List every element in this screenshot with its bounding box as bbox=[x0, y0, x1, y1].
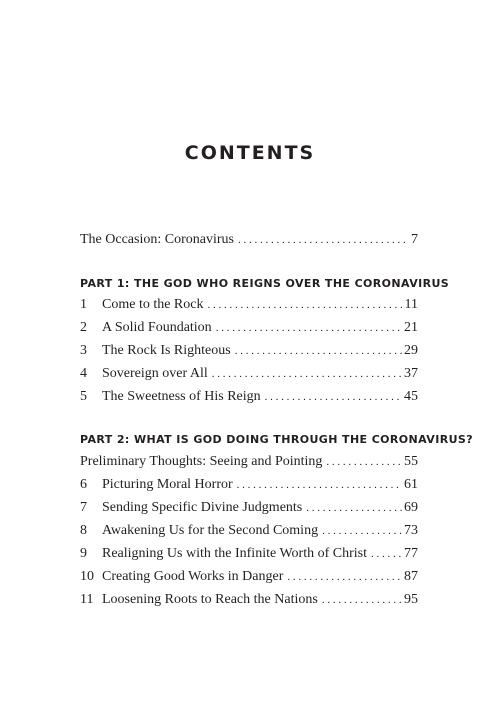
toc-entry-label: Picturing Moral Horror bbox=[102, 477, 233, 492]
toc-entry-label: Creating Good Works in Danger bbox=[102, 569, 284, 584]
toc-entry-label: Preliminary Thoughts: Seeing and Pointing bbox=[80, 454, 323, 469]
toc-entry-page: 7 bbox=[411, 232, 418, 247]
chapter-number: 6 bbox=[80, 477, 87, 492]
toc-entry-7 bbox=[80, 500, 418, 516]
toc-entry-page: 37 bbox=[404, 366, 418, 381]
leader-dots bbox=[265, 391, 402, 403]
toc-entry-intro bbox=[80, 232, 418, 248]
toc-entry-page: 29 bbox=[404, 343, 418, 358]
chapter-number: 8 bbox=[80, 523, 87, 538]
chapter-number: 10 bbox=[80, 569, 94, 584]
leader-dots bbox=[237, 479, 402, 491]
toc-entry-page: 11 bbox=[404, 297, 418, 312]
leader-dots bbox=[212, 368, 402, 380]
toc-entry-8 bbox=[80, 523, 418, 539]
leader-dots bbox=[208, 299, 403, 311]
toc-entry-5 bbox=[80, 389, 418, 405]
toc-entry-3 bbox=[80, 343, 418, 359]
leader-dots bbox=[371, 548, 402, 560]
leader-dots bbox=[238, 234, 409, 246]
toc-entry-6 bbox=[80, 477, 418, 493]
toc-entry-label: Awakening Us for the Second Coming bbox=[102, 523, 319, 538]
chapter-number: 7 bbox=[80, 500, 87, 515]
toc-entry-page: 77 bbox=[404, 546, 418, 561]
leader-dots bbox=[216, 322, 402, 334]
chapter-number: 9 bbox=[80, 546, 87, 561]
toc-entry-9 bbox=[80, 546, 418, 562]
chapter-number: 4 bbox=[80, 366, 87, 381]
toc-entry-page: 69 bbox=[404, 500, 418, 515]
toc-entry-label: Sovereign over All bbox=[102, 366, 208, 381]
toc-entry-page: 95 bbox=[404, 592, 418, 607]
toc-entry-label: The Occasion: Coronavirus bbox=[80, 232, 234, 247]
toc-entry-label: The Rock Is Righteous bbox=[102, 343, 231, 358]
toc-entry-page: 45 bbox=[404, 389, 418, 404]
leader-dots bbox=[326, 456, 402, 468]
leader-dots bbox=[322, 594, 402, 606]
toc-entry-11 bbox=[80, 592, 418, 608]
toc-entry-preliminary bbox=[80, 454, 418, 470]
toc-entry-page: 73 bbox=[404, 523, 418, 538]
part-1-heading: PART 1: THE GOD WHO REIGNS OVER THE CORONAVIRUS bbox=[80, 277, 450, 290]
toc-entry-label: Come to the Rock bbox=[102, 297, 204, 312]
toc-entry-10 bbox=[80, 569, 418, 585]
leader-dots bbox=[322, 525, 402, 537]
chapter-number: 2 bbox=[80, 320, 87, 335]
chapter-number: 3 bbox=[80, 343, 87, 358]
chapter-number: 5 bbox=[80, 389, 87, 404]
chapter-number: 1 bbox=[80, 297, 87, 312]
leader-dots bbox=[235, 345, 402, 357]
toc-entry-1 bbox=[80, 297, 418, 313]
chapter-number: 11 bbox=[80, 592, 94, 607]
toc-entry-2 bbox=[80, 320, 418, 336]
part-2-heading: PART 2: WHAT IS GOD DOING THROUGH THE CORONAVIRUS? bbox=[80, 433, 474, 446]
toc-entry-label: The Sweetness of His Reign bbox=[102, 389, 261, 404]
leader-dots bbox=[306, 502, 402, 514]
toc-entry-label: A Solid Foundation bbox=[102, 320, 212, 335]
toc-entry-label: Loosening Roots to Reach the Nations bbox=[102, 592, 318, 607]
toc-entry-page: 87 bbox=[404, 569, 418, 584]
toc-entry-4 bbox=[80, 366, 418, 382]
toc-entry-label: Realigning Us with the Infinite Worth of Christ bbox=[102, 546, 367, 561]
toc-entry-page: 21 bbox=[404, 320, 418, 335]
toc-entry-label: Sending Specific Divine Judgments bbox=[102, 500, 303, 515]
toc-entry-page: 55 bbox=[404, 454, 418, 469]
page-title: CONTENTS bbox=[184, 142, 316, 164]
leader-dots bbox=[287, 571, 402, 583]
toc-entry-page: 61 bbox=[404, 477, 418, 492]
